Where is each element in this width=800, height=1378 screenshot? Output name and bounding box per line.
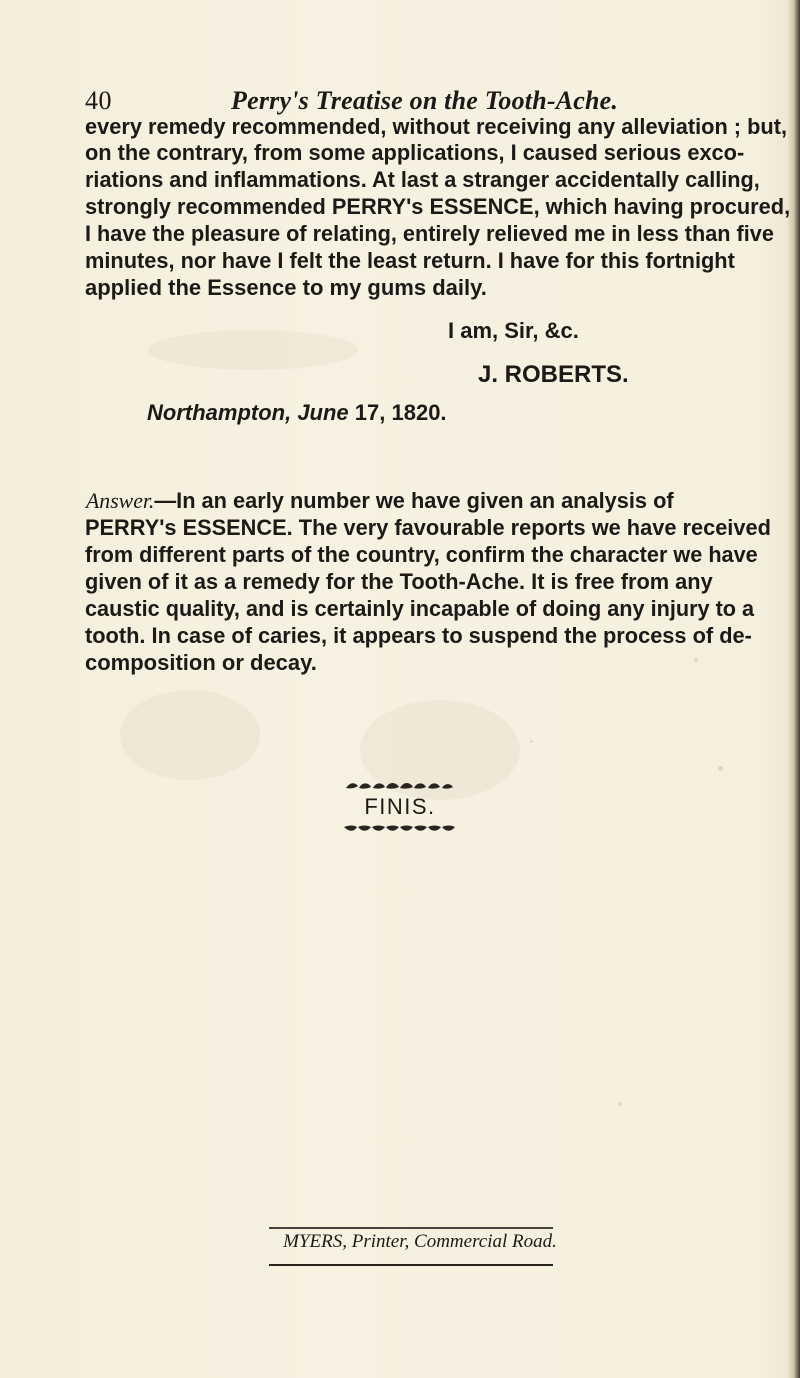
paper-speck <box>718 766 723 771</box>
answer-line-1 <box>86 487 674 514</box>
ornament-bottom-icon <box>342 822 458 834</box>
place-and-date <box>147 400 447 426</box>
paper-speck <box>530 740 533 743</box>
paper-speck <box>618 1102 622 1106</box>
imprint-bottom-rule <box>269 1264 553 1266</box>
letter-closing: I am, Sir, &c. <box>448 318 579 343</box>
printer-text: MYERS, Printer, Commercial Road. <box>283 1231 557 1252</box>
letter-line-3: riations and inflammations. At last a stranger accidentally calling, <box>85 167 760 192</box>
letter-line-4: strongly recommended PERRY's ESSENCE, which having procured, <box>85 194 791 219</box>
finis-text: FINIS. <box>364 794 436 819</box>
answer-label: Answer. <box>86 488 155 513</box>
answer-line-5: caustic quality, and is certainly incapable of doing any injury to a <box>85 596 755 621</box>
date: 17, 1820. <box>354 400 447 425</box>
printer-imprint <box>260 1231 580 1253</box>
running-title: Perry's Treatise on the Tooth-Ache. <box>231 86 619 115</box>
letter-line-5: I have the pleasure of relating, entirely relieved me in less than five <box>85 221 774 246</box>
letter-line-7: applied the Essence to my gums daily. <box>85 275 487 300</box>
answer-line-6: tooth. In case of caries, it appears to suspend the process of de- <box>85 623 752 648</box>
finis-block <box>300 780 500 850</box>
answer-line-7: composition or decay. <box>85 650 317 675</box>
place: Northampton, June <box>147 400 349 425</box>
answer-line-3: from different parts of the country, confirm the character we have <box>85 542 758 567</box>
letter-line-6: minutes, nor have I felt the least return. I have for this fortnight <box>85 248 735 273</box>
page-number: 40 <box>85 86 112 115</box>
letter-line-2: on the contrary, from some applications, I caused serious exco- <box>85 140 745 165</box>
paper-stain <box>120 690 260 780</box>
letter-line-1: every remedy recommended, without receiving any alleviation ; but, <box>85 114 788 139</box>
imprint-top-rule <box>269 1227 553 1229</box>
letter-signature: J. ROBERTS. <box>478 361 629 388</box>
answer-line-1-text: —In an early number we have given an analysis of <box>154 488 674 513</box>
paper-speck <box>694 658 698 662</box>
ornament-top-icon <box>344 780 456 792</box>
answer-line-4: given of it as a remedy for the Tooth-Ache. It is free from any <box>85 569 713 594</box>
paper-stain <box>148 330 358 370</box>
answer-line-2: PERRY's ESSENCE. The very favourable reports we have received <box>85 515 771 540</box>
